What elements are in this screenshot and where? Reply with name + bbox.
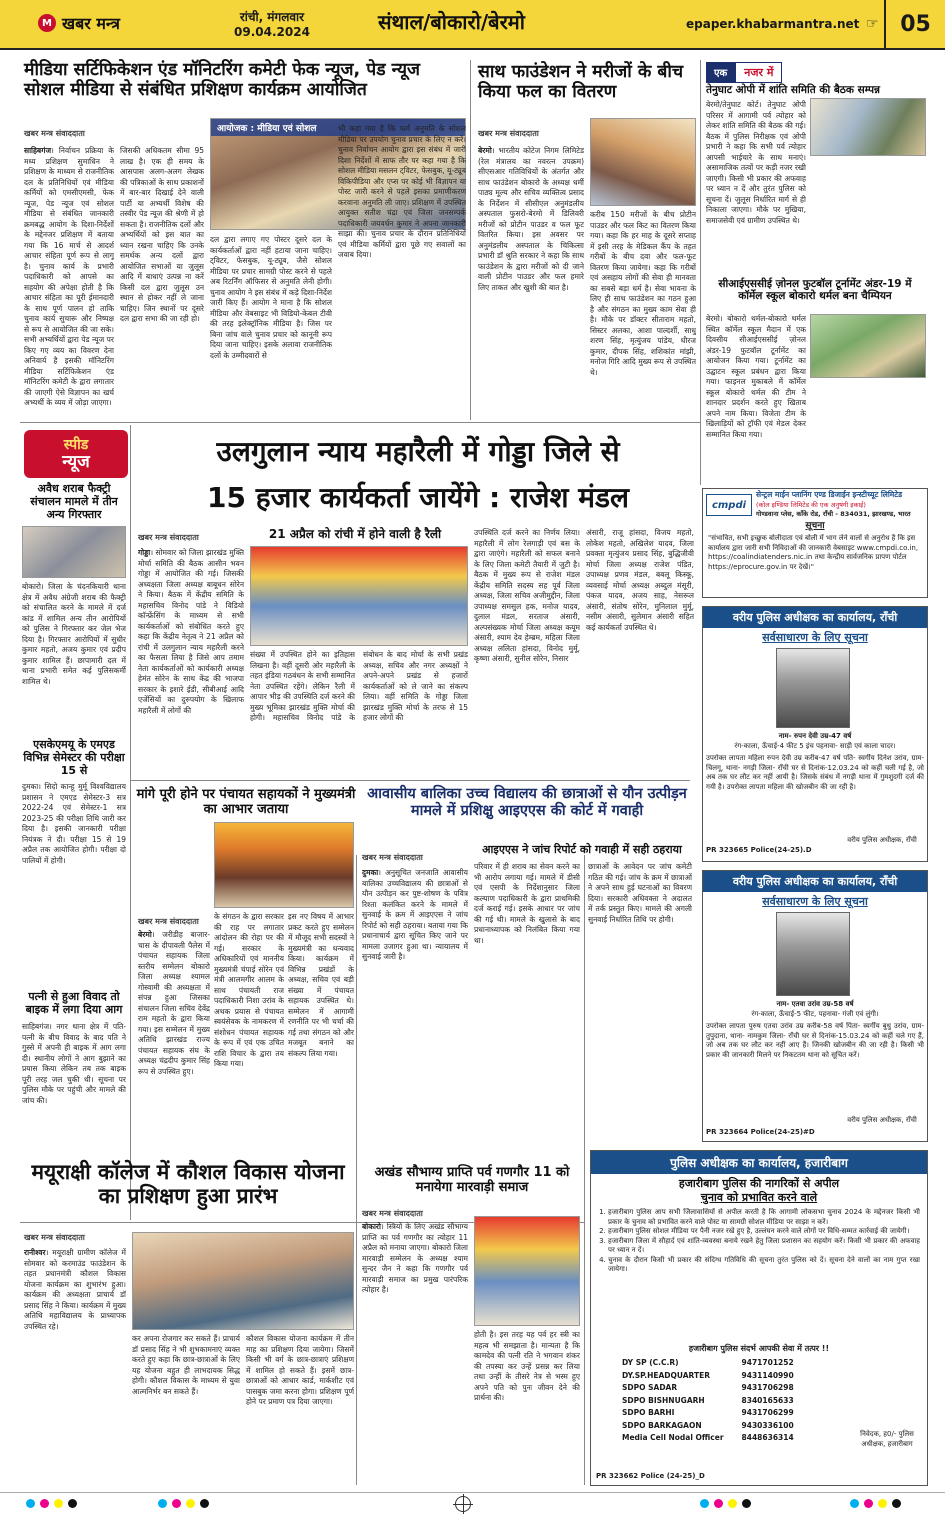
main-text2: संख्या में उपस्थित होने का इतिहास लिखना है। वहीं दूसरी ओर महारैली के तहत इंडिया गठबंधन के सभी सम्मानित नेता उपस्थित रहेंगे। लेकिन रैली में आपार भीड़ की उपस्थिति दर्ज करने की मुख्य भूमिका झारखंड मुक्ति मोर्चा की होगी। महासचिव विनोद पांडे के संबोधन के बाद मोर्चा के सभी प्रखंड अध्यक्ष, सचिव और नगर अध्यक्षों ने अपने-अपने प्रखंड से हजारों कार्यकर्ताओं को ले जाने का संकल्प लिया। वहीं समिति के गोड्डा जिला झारखंड मुक्ति मोर्चा के तरफ से 15 हजार लोगों की (250, 650, 468, 722)
logo-text: खबर मन्त्र (62, 14, 120, 33)
magenta-registration-icon (714, 1499, 723, 1508)
magenta-registration-icon (172, 1499, 181, 1508)
story7-col1 (362, 1222, 468, 1486)
najar-headline-2[interactable]: सीआईएससीई ज़ोनल फुटबॉल टूर्नामेंट अंडर-19 में कॉर्मेल स्कूल बोकारो थर्मल बना चैम्पियन (718, 278, 912, 303)
main-text3: उपस्थिति दर्ज करने का निर्णय लिया। महारैली में लोग रेलगाड़ी एवं बस के द्वारा जाएंगे। महारैली को सफल बनाने के लिए जिला कमेटी तैयारी में जुटी है। बैठक में मुख्य रूप से राजेश मंडल केंद्रीय समिति सदस्य सह पूर्व जिला अध्यक्ष, जिला सचिव अजीमुद्दीन, जिला उपाध्यक्ष समसुल हक, मनोज यादव, दुलाल मंडल, सरताज अंसारी, अल्पसंख्यक मोर्चा जिला अध्यक्ष कयूम अंसारी, श्याम देव हेम्ब्रम, महिला जिला अध्यक्ष ललिता हांसदा, विनोद मुर्मू, कृष्णा अंसारी, सुनील सोरेन, निसार (474, 528, 580, 663)
section-title: संथाल/बोकारो/बेरमो (378, 10, 525, 34)
contact-phone[interactable]: 8448636314 (741, 1433, 794, 1442)
missing-woman-photo (776, 648, 850, 728)
notice3-caption: नाम- एतवा उरांव उम्र-58 वर्ष (776, 1000, 854, 1008)
story2-col1 (478, 146, 584, 416)
cmpdi-org-sub: (कोल इण्डिया लिमिटेड की एक अनुषंगी इकाई) (756, 501, 866, 509)
story4-headline[interactable]: मांगे पूरी होने पर पंचायत सहायकों ने मुख्यमंत्री का आभार जताया (136, 787, 356, 817)
sidebar-body-1: बोकारो। जिला के चंदनकियारी थाना क्षेत्र में अवैध अंग्रेजी शराब की फैक्ट्री को संचालित करने के मामले में दर्ज कांड में शामिल अन्य तीन आरोपियों को पुलिस ने गिरफ्तार कर जेल भेज दिया है। गिरफ्तार आरोपियों में सुधीर कुमार महतो, अजय कुमार एवं प्रदीप कुमार शामिल हैं। छापामारी दल में थाना प्रभारी समेत कई पुलिसकर्मी शामिल थे। (22, 582, 126, 686)
notice2-body: उपरोक्त लापता महिला रुपन देवी उम्र करीब-47 वर्ष पति- स्वर्गीय दिनेश उरांव, ग्राम- चिलगू, थाना- नगड़ी जिला- राँची घर से दिनांक-12.03.24 को कहीं चली गई है, जो अब तक घर लौट कर नहीं आयी है। जिसके संबंध में नगड़ी थाना में गुमशुदगी दर्ज की गयी है। उपरोक्त लापता महिला की खोजबीन की जा रही है। (706, 754, 924, 791)
byline: खबर मन्त्र संवाददाता (478, 129, 539, 138)
brand-logo[interactable] (38, 12, 120, 34)
byline: खबर मन्त्र संवाददाता (362, 853, 423, 862)
contact-row (622, 1371, 810, 1382)
cmpdi-title: सूचना (805, 521, 825, 531)
story1-col3 (210, 235, 332, 415)
contact-row (622, 1396, 810, 1407)
magenta-registration-icon (864, 1499, 873, 1508)
notice4-point: 3. हजारीबाग जिला में सौहार्द एवं शांति-व्यवस्था बनाये रखने हेतु जिला प्रशासन का सहयोग करें। किसी भी प्रकार की अफवाह पर ध्यान न दें। (608, 1237, 920, 1256)
notice4-subtitle2: चुनाव को प्रभावित करने वाले (700, 1191, 818, 1204)
dateline-lead: गोड्डा (138, 548, 151, 557)
story5-col1 (362, 868, 468, 1158)
notice3-title: वरीय पुलिस अधीक्षक का कार्यालय, राँची (703, 871, 927, 892)
main-col2 (250, 650, 468, 776)
main-subhead[interactable]: 21 अप्रैल को रांची में होने वाली है रैली (268, 527, 442, 541)
contact-name: Media Cell Nodal Officer (622, 1433, 724, 1442)
notice3-body: उपरोक्त लापता पुरुष एतवा उरांव उम्र करीब-58 वर्ष पिता- स्वर्गीय बुधु उरांव, ग्राम- तुपुदाना, थाना- नामकुम जिला- राँची घर से दिनांक-15.03.24 को कहीं चले गए हैं, जो अब तक घर लौट कर नहीं आए हैं। जिनकी खोजबीन की जा रही है। किसी भी प्रकार की जानकारी मिलने पर निकटतम थाना को सूचित करें। (706, 1022, 924, 1059)
sidebar-headline-2[interactable]: एसकेएमयू के एमएड विभिन्न सेमेस्टर की परीक्षा 15 से (23, 738, 125, 777)
story7-headline[interactable]: अखंड सौभाग्य प्राप्ति पर्व गणगौर 11 को मनायेगा मारवाड़ी समाज (374, 1165, 570, 1195)
story5-col2 (474, 862, 580, 1158)
story2-text1: । भारतीय कोटेज निगम लिमिटेड (रेल मंत्रालय का नवरत्न उपक्रम) सीएसआर गतिविधियों के अंतर्गत और साथ फाउंडेशन बोकारो के अध्यक्ष धर्मी पाठ्य मूल्य और सचिव व्यक्तित्व प्रसाद के निर्देशन में सीसीएल अनुमंडलीय अस्पताल फुसरो-बेरमो में डिलिवरी मरीजों को प्रोटीन पाउडर व फल फूट वितरित किया। इस अवसर पर अनुमंडलीय अस्पताल के चिकित्सा प्रभारी डॉ श्रुति सरकार ने कहा कि साथ फाउंडेशन के द्वारा मरीजों को दी जाने वाली प्रोटीन पाउडर और फल हमारे लिए ताकत और खुशी की बात है। (478, 146, 584, 292)
black-registration-icon (68, 1499, 77, 1508)
story6-text3: कौशल विकास योजना कार्यक्रम में तीन माह का प्रशिक्षण दिया जायेगा। जिसमें किसी भी वर्ग के छात्र-छात्राएं प्रशिक्षण में शामिल हो सकते हैं। इसमें छात्र-छात्राओं को आधार कार्ड, मार्कशीट एवं पासबुक जमा करना होगा। प्रशिक्षण पूर्ण होने पर प्रमाण पत्र दिया जाएगा। (246, 1334, 354, 1406)
cmpdi-org: सेन्ट्रल माईन प्लानिंग एण्ड डिजाईन इन्स्टीच्यूट लिमिटेड (756, 490, 903, 499)
story2-col2 (590, 210, 696, 416)
column-rule (470, 60, 471, 420)
notice4-sign: निवेदक, ह0/- पुलिस अधीक्षक, हजारीबाग (860, 1430, 914, 1448)
najar-body-2: बेरमो। बोकारो थर्मल-बोकारो थर्मल स्थित कॉर्मेल स्कूल मैदान में एक दिवसीय सीआईएससीई ज़ोनल अंडर-19 फुटबॉल टूर्नामेंट का आयोजन किया गया। टूर्नामेंट का उद्घाटन स्कूल प्रबंधन द्वारा किया गया। फाइनल मुकाबले में कॉर्मेल स्कूल बोकारो थर्मल की टीम ने शानदार प्रदर्शन करते हुए खिताब अपने नाम किया। विजेता टीम के खिलाड़ियों को ट्रॉफी एवं मेडल देकर सम्मानित किया गया। (706, 314, 806, 439)
sidebar-photo-1 (22, 526, 126, 578)
sidebar-headline-3[interactable]: पत्नी से हुआ विवाद तो बाइक में लगा दिया आग (25, 990, 123, 1016)
notice2-pr: PR 323665 Police(24-25).D (706, 846, 812, 854)
yellow-registration-icon (54, 1499, 63, 1508)
story6-col1 (24, 1248, 126, 1486)
sidebar-body-3: साहिबगंज। नगर थाना क्षेत्र में पति-पत्नी के बीच विवाद के बाद पति ने गुस्से में अपनी ही बाइक में आग लगा दी। स्थानीय लोगों ने आग बुझाने का प्रयास किया लेकिन तब तक बाइक पूरी तरह जल चुकी थी। सूचना पर पुलिस मौके पर पहुंची और मामले की जांच की। (22, 1022, 126, 1105)
story7-photo (474, 1216, 580, 1326)
story5-headline[interactable]: आवासीय बालिका उच्च विद्यालय की छात्राओं से यौन उत्पीड़न मामले में प्रशिक्षु आइएएस की कोर्ट में गवाही (367, 786, 687, 819)
issue-date: 09.04.2024 (234, 25, 310, 39)
notice4-point: 4. चुनाव के दौरान किसी भी प्रकार की संदिग्ध गतिविधि की सूचना तुरंत पुलिस को दें। सूचना देने वालों का नाम गुप्त रखा जायेगा। (608, 1256, 920, 1275)
cmpdi-body: "संभावित, सभी इच्छुक बोलीदाता एवं बोली में भाग लेने वालों से अनुरोध है कि इस कार्यालय द्वारा जारी सभी निविदाओं की जानकारी वेबसाइट www.cmpdi.co.in, https://coalindiatenders.nic.in तथा केन्द्रीय सार्वजनिक प्रापण पोर्टल https://eprocure.gov.in पर देखें।" (708, 534, 919, 571)
story6-text1: । मयूराक्षी ग्रामीण कॉलेज में सोमवार को करमाउंड फाउंडेशन के तहत प्रधानमंत्री कौशल विकास योजना कार्यक्रम का शुभारंभ हुआ। कार्यक्रम की अध्यक्षता प्राचार्य डॉ प्रसाद सिंह ने किया। कार्यक्रम में मुख्य अतिथि महाविद्यालय के प्राध्यापक उपस्थित रहे। (24, 1248, 126, 1331)
tag-part-1: एक (706, 62, 735, 83)
notice3-caption2: रंग-काला, ऊँचाई-5 फीट, पहनावा- गंजी एवं लुंगी। (751, 1010, 879, 1018)
najar-photo-2 (810, 314, 926, 378)
story4-text2: के संगठन के द्वारा सरकार की राह पर लगातार आंदोलन की रोहा पर की गई। सरकार के अधिकारियों एवं माननीय मुख्यमंत्री चंपाई सोरेन एवं मंत्री आलमगीर आलम के साथ पंचायती राज पदाधिकारी निशा उरांव के अथक प्रयास से पंचायत स्वयंसेवक के नामकरण में संशोधन पंचायत सहायक के रूप में एवं एक उचित राशि विचार के द्वारा तय किया गया। (214, 912, 284, 1068)
main-text4: अंसारी, राजू हांसदा, विजय महतो, लोकेश महतो, अखिलेश यादव, जिला प्रवक्ता मृत्युंजय प्रसाद सिंह, बुद्धिजीवी मोर्चा जिला अध्यक्ष राजेश पंडित, उपाध्यक्ष प्रणव मंडल, बबलू किस्कू, व्यवसाई मोर्चा अध्यक्ष अब्दुल मंसूरी, पंकज यादव, अजय साह, नेसरूल अंसारी, संतोष सोरेन, मुनिलाल मुर्मू, नसीम अंसारी, सुलेमान अंसारी सहित कई कार्यकर्ता उपस्थित थे। (586, 528, 694, 632)
contact-phone[interactable]: 9431706298 (741, 1383, 794, 1392)
main-text1: । सोमवार को जिला झारखंड मुक्ति मोर्चा समिति की बैठक आसीन भवन गोड्डा में आयोजित की गई। जिसकी अध्यक्षता जिला अध्यक्ष बाबूधन सोरेन ने किया। बैठक में केंद्रीय समिति के महासचिव विनोद पांडे ने विडियो कॉन्फ्रेंसिंग के माध्यम से सभी कार्यकर्ताओं को संबोधित करते हुए कहा कि केंद्रीय नेतृत्व ने 21 अप्रैल को रांची में उलगुलान न्याय महारैली करने का फैसला लिया है जिसे आप तमाम नेता कार्यकर्ताओं को कार्यकारी अध्यक्ष हेमंत सोरेन के साथ केंद्र की भाजपा सरकार के इशारे ईडी, सीबीआई आदि एजेंसियों का दुरुपयोग के खिलाफ महारैली में लोगों की (138, 548, 244, 715)
notice4-point: 1. हजारीबाग पुलिस आप सभी जिलावासियों से अपील करती है कि आगामी लोकसभा चुनाव 2024 के मद्देनजर किसी भी प्रकार के चुनाव को प्रभावित करने वाले पोस्ट या सामग्री सोशल मीडिया पर साझा न करें। (608, 1208, 920, 1227)
story1-headline[interactable]: मीडिया सर्टिफिकेशन एंड मॉनिटरिंग कमेटी फेक न्यूज, पेड न्यूज सोशल मीडिया से संबंधित प्रशिक्षण कार्यक्रम आयोजित (24, 60, 420, 101)
notice2-title: वरीय पुलिस अधीक्षक का कार्यालय, राँची (703, 607, 927, 628)
contact-name: SDPO BARHI (622, 1408, 675, 1417)
dateline-lead: रानीश्वर (24, 1248, 46, 1257)
notice3-subtitle: सर्वसाधारण के लिए सूचना (762, 895, 868, 908)
dateline-lead: साहिबगंज (24, 146, 52, 155)
najar-headline-1[interactable]: तेनुघाट ओपी में शांति समिति की बैठक सम्पन्न (706, 84, 881, 96)
main-headline-line1[interactable]: उलगुलान न्याय महारैली में गोड्डा जिले से (216, 435, 620, 468)
story5-text2: परिवार में ही शराब का सेवन करने का भी आरोप लगाया गई। मामले में डीसी एवं एसपी के निर्देशानुसार जिला कल्याण पदाधिकारी के द्वारा प्राथमिकी दर्ज कराई गई। इसके आधार पर जांच की गई थी। मामले के खुलासे के बाद प्रधानाध्यापक को निलंबित किया गया था। (474, 862, 580, 945)
story5-text3: छात्राओं के आवेदन पर जांच कमेटी गठित की गई। जांच के क्रम में छात्राओं ने अपने साथ हुई घटनाओं का विवरण दिया। सरकारी अधिवक्ता ने अदालत में तर्क प्रस्तुत किए। मामले की अगली सुनवाई निर्धारित तिथि पर होगी। (588, 862, 692, 924)
story4-text1: । जरीडीह बाजार-चास के दीपावली पैलेस में पंचायत सहायक जिला स्तरीय सम्मेलन बोकारो जिला अध्यक्ष श्यामल गोस्वामी की अध्यक्षता में संपन्न हुआ जिसका संचालन जिला सचिव देवेंद्र राम महतो के द्वारा किया गया। इस सम्मेलन में मुख्य अतिथि झारखंड राज्य पंचायत सहायक संघ के अध्यक्ष चंद्रदीप कुमार सिंह रूप से उपस्थित हुए। (138, 930, 210, 1076)
notice4-title: पुलिस अधीक्षक का कार्यालय, हजारीबाग (591, 1151, 927, 1174)
black-registration-icon (200, 1499, 209, 1508)
notice4-contacts (620, 1356, 812, 1446)
story1-col1 (24, 146, 114, 416)
tag-part-2: नजर में (735, 62, 782, 83)
cyan-registration-icon (850, 1499, 859, 1508)
story7-col2 (474, 1330, 580, 1486)
column-rule (356, 855, 357, 1485)
main-headline-line2[interactable]: 15 हजार कार्यकर्ता जायेंगे : राजेश मंडल (207, 481, 629, 514)
city-day: रांची, मंगलवार (239, 10, 305, 24)
byline: खबर मन्त्र संवाददाता (138, 917, 199, 926)
row-rule (20, 422, 700, 423)
column-rule (584, 855, 585, 1485)
row-rule (130, 780, 690, 781)
story2-text2: करीब 150 मरीजों के बीच प्रोटीन पाउडर और फल किट का वितरण किया गया। कहा कि हर माह के दूसरे सप्ताह में इसी तरह के मेडिकल कैंप के तहत गरीबों के बीच दवा और फल-फूट वितरण किया जायेगा। कहा कि गरीबों एवं असहाय लोगों की सेवा ही मानवता का सबसे बड़ा धर्म है। सेवा भावना के लिए ही साथ फाउंडेशन का गठन हुआ है और संगठन का मुख्य काम सेवा ही है। मौके पर डॉक्टर सीताराम महतो, सिस्टर अलका, आशा पाल्दर्शी, साधु शरण सिंह, मृत्युंजय पांडेय, धीरज कुमार, दीपक सिंह, शशिकांत मांझी, मनोज गिरि आदि मुख्य रूप से उपस्थित थे। (590, 210, 696, 377)
page-number: 05 (884, 0, 945, 48)
cyan-registration-icon (700, 1499, 709, 1508)
dateline-lead: बेरमो (478, 146, 492, 155)
story7-text2: होती है। इस तरह यह पर्व हर स्त्री का महत्व भी समझाता है। मान्यता है कि कामदेव की पत्नी रति ने भगवान शंकर की तपस्या कर उन्हें प्रसन्न कर लिया तथा उन्हीं के तीसरे नेत्र से भस्म हुए अपने पति को पुनः जीवन देने की प्रार्थना की। (474, 1330, 580, 1402)
notice4-subtitle: हजारीबाग पुलिस की नागरिकों से अपील (678, 1177, 840, 1190)
main-col1 (138, 548, 244, 776)
contact-row (622, 1383, 810, 1394)
notice4-point: 2. हजारीबाग पुलिस सोशल मीडिया पर पैनी नजर रखे हुए है, उल्लंघन करने वाले लोगों पर विधि-सम्मत कार्रवाई की जायेगी। (608, 1227, 920, 1237)
contact-row (622, 1408, 810, 1419)
story5-col3 (588, 862, 692, 1158)
dateline-lead: बोकारो (362, 1222, 381, 1231)
story1-text3: दल द्वारा लगाए गए पोस्टर दूसरे दल के कार्यकर्ताओं द्वारा नहीं हटाया जाना चाहिए। ट्विटर, फेसबुक, यू-ट्यूब, जैसे सोशल मीडिया पर प्रचार सामग्री पोस्ट करने से पहले अब रिटर्निंग ऑफिसर से अनुमति लेनी होगी। चुनाव आयोग ने इस संबंध में कड़े दिशा-निर्देश जारी किए हैं। आयोग ने माना है कि सोशल मीडिया और वेबसाइट भी विडियो-केबल टीवी की तरह इलेक्ट्रॉनिक मीडिया है। जिस पर बिना जांच वाले चुनाव प्रचार को कानूनी रूप दिया जाना चाहिए। इसके अलावा राजनीतिक दलों के उम्मीदवारों से (210, 235, 332, 360)
missing-man-photo (776, 912, 850, 996)
notice4-pr: PR 323662 Police (24-25)_D (596, 1472, 705, 1480)
column-rule (130, 425, 131, 1220)
photo-banner: आयोजक : मीडिया एवं सोशल (211, 119, 465, 136)
dateline (234, 10, 310, 40)
main-col3 (474, 528, 580, 776)
story4-text3: इस नए विषय में आभार प्रकट करते हुए सम्मेलन में मौजूद सभी सदस्यों ने मुख्यमंत्री का धन्यवाद किया। कार्यक्रम में विभिन्न प्रखंडों के अध्यक्ष, सचिव एवं बड़ी संख्या में पंचायत सहायक उपस्थित थे। सम्मेलन में आगामी रणनीति पर भी चर्चा की गई तथा संगठन को और मजबूत बनाने का संकल्प लिया गया। (288, 912, 354, 1058)
epaper-link[interactable]: epaper.khabarmantra.net (686, 17, 860, 31)
story1-text-cont: जिसकी अधिकतम सीमा 95 लाख है। एक ही समय के आसपास अलग-अलग लेखक की पत्रिकाओं के साथ प्रकाशनों में बार-बार दिखाई देने वाली पार्टी या अभ्यर्थी विशेष की तस्वीर पेड न्यूज की श्रेणी में हो सकता है। राजनीतिक दलों और अभ्यर्थियों को इस बात का ध्यान रखना चाहिए कि उनके समर्थक अन्य दलों द्वारा आयोजित सभाओं या जुलूस आदि में बाधाएं उत्पन्न ना करें किसी दल द्वारा जुलूस उन स्थान से होकर नहीं ले जाना चाहिए। जिन स्थानों पर दूसरे दल द्वारा सभा की जा रही हो। (120, 146, 204, 323)
contact-row (622, 1433, 810, 1444)
sidebar-headline-1[interactable]: अवैध शराब फैक्ट्री संचालन मामले में तीन अन्य गिरफ्तार (30, 482, 118, 521)
contact-row (622, 1358, 810, 1369)
dateline-lead: बेरमो (138, 930, 152, 939)
story2-photo (590, 118, 696, 206)
story1-col4 (338, 124, 466, 416)
black-registration-icon (892, 1499, 901, 1508)
story5-text1: । अनुसूचित जनजाति आवासीय बालिका उच्चविद्यालय की छात्राओं से यौन उत्पीड़न कर पुष्ट-शोषण के पवित्र रिश्ता कलंकित करने के मामले में सुनवाई के क्रम में आइएएस ने जांच रिपोर्ट को सही ठहराया। बताया गया कि प्रधानाचार्य द्वारा सूचित किए जाने पर मामला उजागर हुआ था। न्यायालय में सुनवाई जारी है। (362, 868, 468, 961)
najar-photo-1 (810, 98, 926, 156)
ek-najar-tag (706, 62, 782, 83)
story6-text2: कर अपना रोजगार कर सकते हैं। प्राचार्य डॉ प्रसाद सिंह ने भी शुभकामनाएं व्यक्त करते हुए कहा कि छात्र-छात्राओं के लिए यह योजना बहुत ही लाभदायक सिद्ध होगी। कौशल विकास के माध्यम से युवा आत्मनिर्भर बन सकते हैं। (132, 1334, 240, 1396)
black-registration-icon (742, 1499, 751, 1508)
contact-name: SDPO SADAR (622, 1383, 678, 1392)
story6-headline[interactable]: मयूराक्षी कॉलेज में कौशल विकास योजना का प्रशिक्षण हुआ प्रारंभ (31, 1160, 345, 1209)
notice3-pr: PR 323664 Police(24-25)#D (706, 1128, 815, 1136)
story1-text4: भी कहा गया है कि फर्म अनुमति के सोशल मीडिया पर उपयोग चुनाव प्रचार के लिए न करें। चुनाव निर्वाचन आयोग द्वारा इस संबंध में जारी दिशा निर्देशों में साफ तौर पर कहा गया है कि सोशल मीडिया मसलन ट्विटर, फेसबुक, यू-ट्यूब विकिपीडिया और एप्स पर कोई भी विज्ञापन या पोस्ट जारी करने से पहले इसका प्रमाणीकरण करवाना अनुमति ली जाए। प्रशिक्षण में उपस्थित आयुक्त सतीश चंद्रा एवं जिला जनसम्पर्क पदाधिकारी जयवर्धन कुमार ने अपना जानकारी साझा की। चुनाव प्रचार के दौरान प्रतिनिधियों एवं मीडिया कर्मियों द्वारा पूछे गए सवालों का जवाब दिया। (338, 124, 466, 259)
byline: खबर मन्त्र संवाददाता (362, 1209, 423, 1218)
contact-name: SDPO BARKAGAON (622, 1420, 702, 1430)
yellow-registration-icon (728, 1499, 737, 1508)
yellow-registration-icon (186, 1499, 195, 1508)
story7-text1: । स्त्रियों के लिए अखंड सौभाग्य प्राप्ति का पर्व गणगौर का त्योहार 11 अप्रैल को मनाया जाएगा। बोकारो जिला मारवाड़ी सम्मेलन के अध्यक्ष श्याम सुन्दर जैन ने कहा कि गणगौर पर्व मारवाड़ी समाज का प्रमुख पारंपरिक त्योहार है। (362, 1222, 468, 1294)
notice4-contact-title: हजारीबाग पुलिस संदर्भ आपकी सेवा में तत्पर !! (688, 1344, 830, 1353)
contact-row (622, 1421, 810, 1432)
notice4-points (598, 1208, 920, 1340)
main-col4 (586, 528, 694, 776)
contact-phone[interactable]: 8340165633 (741, 1395, 794, 1405)
column-rule (700, 60, 701, 485)
byline: खबर मन्त्र संवाददाता (24, 1233, 85, 1242)
najar-text-1 (706, 100, 806, 270)
notice2-subtitle: सर्वसाधारण के लिए सूचना (762, 631, 868, 644)
contact-name: SDPO BISHNUGARH (622, 1395, 705, 1405)
speed-news-logo (24, 430, 128, 478)
contact-name: DY.SP.HEADQUARTER (622, 1370, 711, 1380)
story6-col2 (132, 1334, 240, 1486)
story6-col3 (246, 1334, 354, 1486)
story1-text1: । निर्वाचन प्रक्रिया के मध्य प्रशिक्षण सुमाधिन ने प्रशिक्षण के माध्यम से राजनीतिक दल के प्रतिनिधियों एवं मीडिया कर्मियों को एमसीएमसी, फेक न्यूज, पेड न्यूज एवं सोशल मीडिया से संबंधित जानकारी क्रमबद्ध आयोग के दिशा-निर्देशों के मद्देनजर प्रशिक्षण में बताया गया कि 16 मार्च से आदर्श आचार संहिता पूर्ण रूप से लागू है। चुनाव कार्य के प्रभारी पदाधिकारी को आपसे का सहयोग की अपेक्षा होती है कि आचार संहिता का पूरी ईमानदारी के साथ पूर्ण पालन हो ताकि चुनाव कार्य सुचारू और निष्पक्ष से रूप से आयोजित की जा सके। सभी अभ्यर्थियों द्वारा पेड न्यूज पर किए गए व्यय का विवरण देना अनिवार्य है इसकी मॉनिटरिंग मीडिया सर्टिफिकेशन एंड मॉनिटरिंग कमेटी के द्वारा लगातार की जाएगी ऐसे विज्ञापन का खर्च अभ्यर्थी के व्यय में जोड़ा जाएगा। (24, 146, 114, 407)
byline: खबर मन्त्र संवाददाता (24, 129, 85, 138)
cyan-registration-icon (26, 1499, 35, 1508)
story1-col2 (120, 146, 204, 416)
najar-body-1: बेरमो/तेनुघाट कोर्ट। तेनुघाट ओपी परिसर में आगामी पर्व त्योहार को लेकर शांति समिति की बैठक की गई। बैठक में पुलिस निरीक्षक एवं ओपी प्रभारी ने कहा कि सभी पर्व त्योहार आपसी भाईचारे के साथ मनाएं। असामाजिक तत्वों पर कड़ी नजर रखी जाएगी। किसी भी प्रकार की अफवाह पर ध्यान न दें और तुरंत पुलिस को सूचना दें। जुलूस निर्धारित मार्ग से ही निकाला जाएगा। मौके पर मुखिया, समाजसेवी एवं ग्रामीण उपस्थित थे। (706, 100, 806, 225)
contact-phone[interactable]: 9430336100 (741, 1420, 794, 1430)
cmpdi-address: गोण्डवाना प्लेस, काँके रोड, राँची - 834031, झारखण्ड, भारत (756, 510, 911, 518)
cyan-registration-icon (158, 1499, 167, 1508)
story4-photo (214, 822, 354, 908)
contact-phone[interactable]: 9471701252 (741, 1358, 794, 1367)
masthead (0, 0, 945, 50)
cmpdi-logo: cmpdi (706, 494, 752, 516)
notice2-caption: नाम- रुपन देवी उम्र-47 वर्ष (778, 732, 852, 740)
main-photo (250, 546, 468, 646)
notice3-sign: वरीय पुलिस अधीक्षक, राँची (847, 1116, 917, 1124)
speed-logo-bottom: न्यूज (62, 452, 90, 472)
crosshair-target-icon (455, 1496, 471, 1512)
najar-text-2 (706, 314, 806, 484)
story6-photo (132, 1232, 354, 1330)
contact-name: DY SP (C.C.R) (622, 1358, 679, 1367)
magenta-registration-icon (40, 1499, 49, 1508)
notice2-caption2: रंग-काला, ऊँचाई-4 फीट 5 इंच पहनावा- साड़ी एवं काला चादर। (734, 742, 896, 750)
print-footer (0, 1492, 945, 1517)
pointer-hand-icon: ☞ (866, 16, 879, 32)
sidebar-text-2 (22, 782, 126, 980)
logo-mark-icon: M (38, 14, 56, 32)
yellow-registration-icon (878, 1499, 887, 1508)
notice2-sign: वरीय पुलिस अधीक्षक, राँची (847, 836, 917, 844)
sidebar-text-1 (22, 582, 126, 732)
speed-logo-top: स्पीड (63, 437, 89, 453)
sidebar-body-2: दुमका। सिदो कान्हू मुर्मू विश्वविद्यालय प्रशासन ने एमएड सेमेस्टर-3 सत्र 2022-24 एवं सेमेस्टर-1 सत्र 2023-25 की परीक्षा तिथि जारी कर दिया है। इसकी जानकारी परीक्षा नियंत्रक ने दी। परीक्षा 15 से 19 अप्रैल तक आयोजित होगी। परीक्षा दो पालियों में होगी। (22, 782, 126, 865)
contact-phone[interactable]: 9431706299 (741, 1408, 794, 1417)
byline: खबर मन्त्र संवाददाता (138, 533, 199, 542)
story5-subhead[interactable]: आइएएस ने जांच रिपोर्ट को गवाही में सही ठहराया (482, 843, 682, 856)
dateline-lead: दुमका (362, 868, 379, 877)
contact-phone[interactable]: 9431140990 (741, 1370, 794, 1380)
story2-headline[interactable]: साथ फाउंडेशन ने मरीजों के बीच किया फल का वितरण (478, 62, 684, 103)
